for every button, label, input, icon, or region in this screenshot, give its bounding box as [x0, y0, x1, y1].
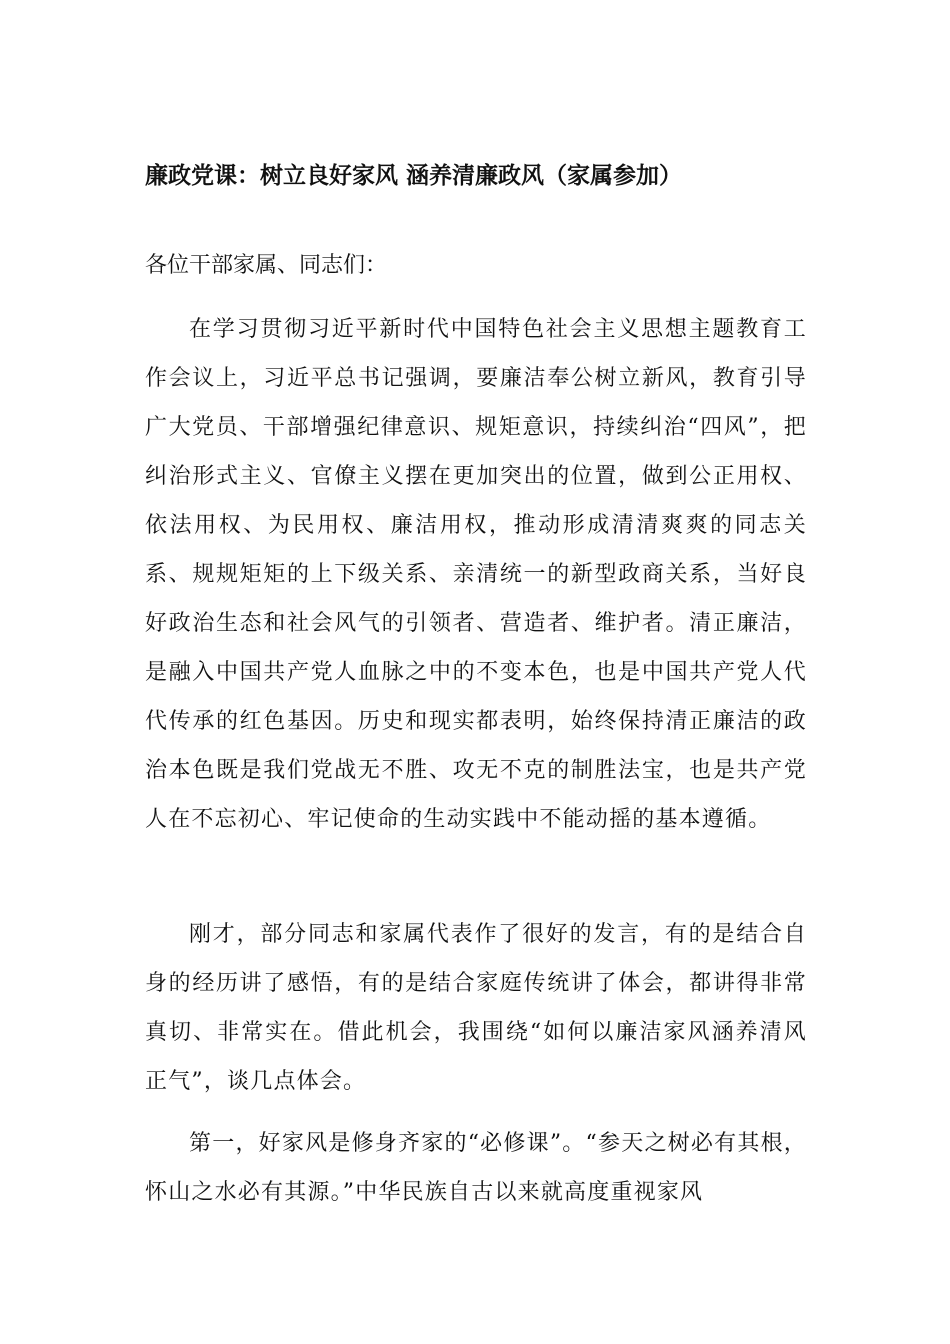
- salutation: 各位干部家属、同志们：: [145, 253, 388, 278]
- document-title: 廉政党课：树立良好家风 涵养清廉政风（家属参加）: [145, 163, 683, 189]
- body-paragraph-2: 刚才，部分同志和家属代表作了很好的发言，有的是结合自身的经历讲了感悟，有的是结合家庭传统讲了体会，都讲得非常真切、非常实在。借此机会，我围绕“如何以廉洁家风涵养清风正气”，谈几点体会。: [145, 922, 807, 1094]
- body-paragraph-1: 在学习贯彻习近平新时代中国特色社会主义思想主题教育工作会议上，习近平总书记强调，要廉洁奉公树立新风，教育引导广大党员、干部增强纪律意识、规矩意识，持续纠治“四风”，把纠治形式主义、官僚主义摆在更加突出的位置，做到公正用权、依法用权、为民用权、廉洁用权，推动形成清清爽爽的同志关系、规规矩矩的上下级关系、亲清统一的新型政商关系，当好良好政治生态和社会风气的引领者、营造者、维护者。清正廉洁，是融入中国共产党人血脉之中的不变本色，也是中国共产党人代代传承的红色基因。历史和现实都表明，始终保持清正廉洁的政治本色既是我们党战无不胜、攻无不克的制胜法宝，也是共产党人在不忘初心、牢记使命的生动实践中不能动摇的基本遵循。: [145, 317, 807, 832]
- body-paragraph-3: 第一，好家风是修身齐家的“必修课”。“参天之树必有其根，怀山之水必有其源。”中华民族自古以来就高度重视家风: [145, 1131, 807, 1205]
